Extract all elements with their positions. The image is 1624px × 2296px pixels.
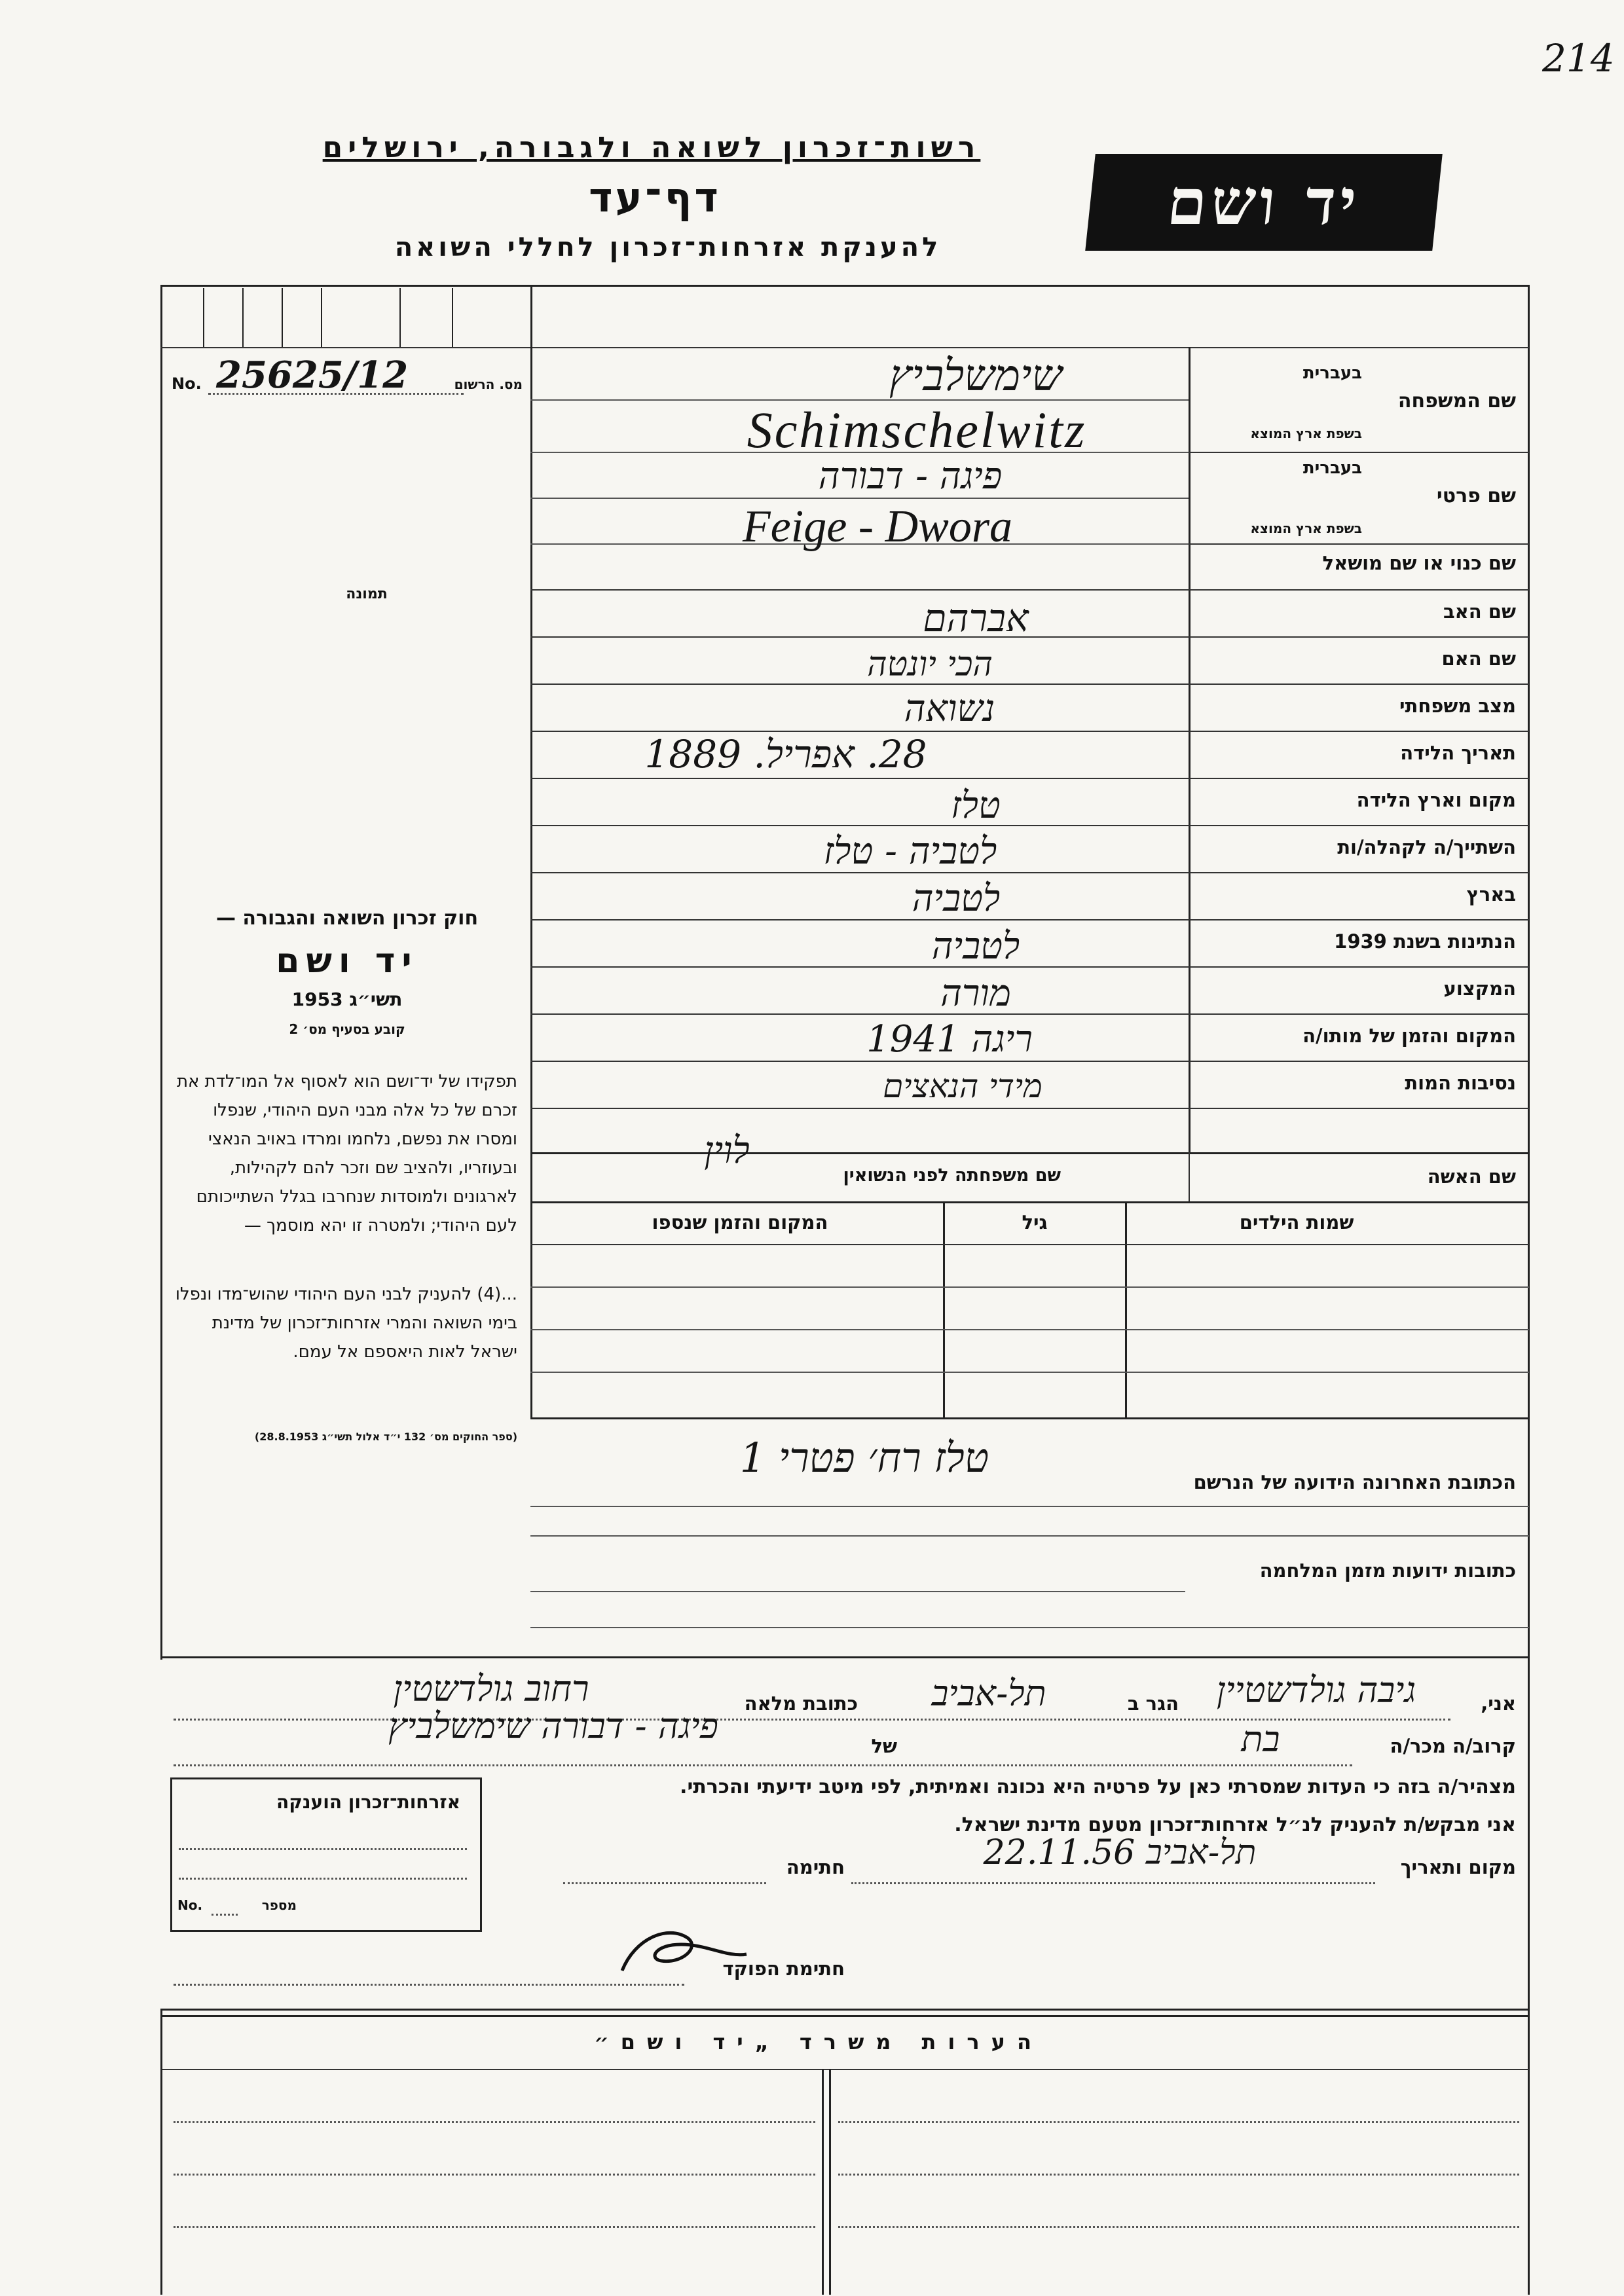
- official-signature-label: חתימת הפוקד: [722, 1958, 845, 1980]
- first-name-origin-label: בשפת ארץ המוצא: [1250, 520, 1362, 536]
- country-label: בארץ: [1466, 883, 1516, 905]
- community-value: לטביה - טלז: [823, 830, 997, 873]
- registration-number: 25625/12: [216, 354, 409, 397]
- law-year: תשי״ג 1953: [291, 989, 403, 1010]
- witness-name: גיבה גולדשטיין: [1216, 1669, 1416, 1711]
- father-value: אברהם: [923, 596, 1029, 640]
- law-paragraph-2: ...(4) להעניק לבני העם היהודי שהוש־מדו ונפלו בימי השואה והמרי אזרחות־זכרון של מדינת ישראל לאות היאספם אל עמם.: [175, 1285, 517, 1362]
- photo-label: תמונה: [346, 586, 388, 602]
- city-value: תל-אביב: [931, 1673, 1046, 1714]
- mother-label: שם האם: [1441, 647, 1516, 670]
- law-section: קובע בסעיף מס׳ 2: [289, 1021, 405, 1037]
- statement-2: אני מבקש/ת להעניק לנ״ל אזרחות־זכרון מטעם מדינת ישראל.: [954, 1813, 1516, 1836]
- statement-1: מצהיר/ה בזה כי העדות שמסרתי כאן על פרטיה היא נכונה ואמיתית, לפי מיטב ידיעתי והכרתי.: [680, 1776, 1516, 1798]
- citizenship-value: לטביה: [931, 925, 1020, 968]
- citizenship-granted-title: אזרחות־זכרון הוענקה: [276, 1791, 460, 1813]
- family-name-label: שם המשפחה: [1397, 390, 1516, 412]
- birth-place-label: מקום וארץ הלידה: [1356, 789, 1516, 811]
- institution-line: רשות־זכרון לשואה ולגבורה, ירושלים: [322, 131, 981, 164]
- citizenship-number-label: מספר: [261, 1897, 297, 1913]
- law-paragraph-1: תפקידו של יד־ושם הוא לאסוף אל המו־לדת את זכרם של כל אלה מבני העם היהודי, שנפלו ומסרו את נפשם, נלחמו ומרדו באויב הנאצי ובעוזריו, ולהציב שם וזכר להם לקהילות, לארגונים ולמוסדות שנחרבו בגלל השתייכותם לעם היהודי; ולמטרה זו יהא מוסמך —: [176, 1072, 517, 1235]
- maiden-name-value: לוין: [704, 1129, 750, 1172]
- death-circumstances-value: מידי הנאצים: [883, 1067, 1043, 1105]
- last-address-label: הכתובת האחרונה הידועה של הנרשם: [1193, 1471, 1516, 1493]
- community-label: השתייך/ה לקהלה/ות: [1337, 836, 1516, 858]
- yad-vashem-logo: [1085, 154, 1443, 251]
- full-address-label: כתובת מלאה: [744, 1692, 858, 1715]
- children-age-header: גיל: [1022, 1211, 1048, 1233]
- page-number: 214: [1542, 36, 1615, 81]
- place-date-label: מקום ותאריך: [1400, 1856, 1516, 1878]
- children-names-header: שמות הילדים: [1239, 1211, 1354, 1233]
- marital-value: נשואה: [904, 687, 995, 730]
- relation-value: בת: [1241, 1719, 1280, 1760]
- signature-label: חתימה: [786, 1856, 845, 1878]
- first-name-label: שם פרטי: [1436, 484, 1516, 507]
- first-name-hebrew-label: בעברית: [1302, 458, 1362, 478]
- children-place-header: המקום והזמן שנספו: [652, 1211, 828, 1233]
- form-subtitle: להענקת אזרחות־זכרון לחללי השואה: [394, 232, 942, 263]
- birth-place-value: טלז: [951, 784, 1001, 827]
- office-notes-title: הערות משרד „יד ושם״: [594, 2030, 1043, 2054]
- place-date-value: תל-אביב 22.11.56: [983, 1833, 1257, 1872]
- of-value: פיגה - דבורה שימשלביץ: [388, 1705, 718, 1747]
- father-label: שם האב: [1443, 600, 1516, 623]
- family-name-origin-value: Schimschelwitz: [747, 401, 1087, 458]
- country-value: לטביה: [912, 877, 1001, 920]
- citizenship-label: הנתינות בשנת 1939: [1334, 930, 1516, 953]
- top-empty-boxes: [203, 288, 524, 347]
- wife-name-label: שם האשה: [1427, 1165, 1516, 1188]
- relative-label: קרוב/ה מכר/ה: [1390, 1735, 1516, 1757]
- marital-label: מצב משפחתי: [1399, 695, 1516, 717]
- form-title: דף־עד: [589, 173, 721, 221]
- death-place-label: המקום והזמן של מותו/ה: [1302, 1025, 1516, 1047]
- full-address-value: רחוב גולדשטין: [393, 1668, 589, 1709]
- profession-value: מורה: [940, 972, 1011, 1015]
- declaration-ani: אני,: [1481, 1692, 1516, 1715]
- family-name-hebrew-value: שימשלביץ: [889, 350, 1063, 401]
- law-source: (ספר החוקים מס׳ 132 י״ד אלול תשי״ג 28.8.1953): [254, 1430, 517, 1443]
- citizenship-granted-box: [170, 1777, 482, 1932]
- birth-date-value: 28. אפריל. 1889: [644, 732, 927, 776]
- of-label: של: [871, 1735, 897, 1757]
- resides-label: הגר ב: [1127, 1692, 1179, 1715]
- mother-value: הכי יונטה: [867, 645, 993, 684]
- citizenship-no-label: No.: [177, 1897, 203, 1913]
- death-circumstances-label: נסיבות המות: [1405, 1072, 1516, 1094]
- last-address-value: טלז רח׳ פטרי 1: [739, 1434, 989, 1482]
- first-name-hebrew-value: פיגה - דבורה: [818, 455, 1003, 498]
- maiden-name-label: שם משפחתה לפני הנשואין: [843, 1165, 1061, 1186]
- profession-label: המקצוע: [1443, 977, 1516, 1000]
- war-addresses-label: כתובות ידועות מזמן המלחמה: [1259, 1559, 1516, 1582]
- registration-label-en: No.: [172, 374, 202, 393]
- logo-text: יד ושם: [1164, 165, 1364, 239]
- law-title: חוק זכרון השואה והגבורה —: [215, 907, 479, 930]
- law-name: יד ושם: [276, 941, 418, 981]
- death-place-value: ריגה 1941: [866, 1018, 1033, 1061]
- alias-label: שם כנוי או שם מושאל: [1322, 552, 1516, 574]
- birth-date-label: תאריך הלידה: [1400, 742, 1516, 764]
- first-name-origin-value: Feige - Dwora: [742, 501, 1013, 552]
- registration-label: מס. הרשום: [454, 376, 523, 392]
- family-name-origin-label: בשפת ארץ המוצא: [1250, 426, 1362, 441]
- family-name-hebrew-label: בעברית: [1302, 363, 1362, 383]
